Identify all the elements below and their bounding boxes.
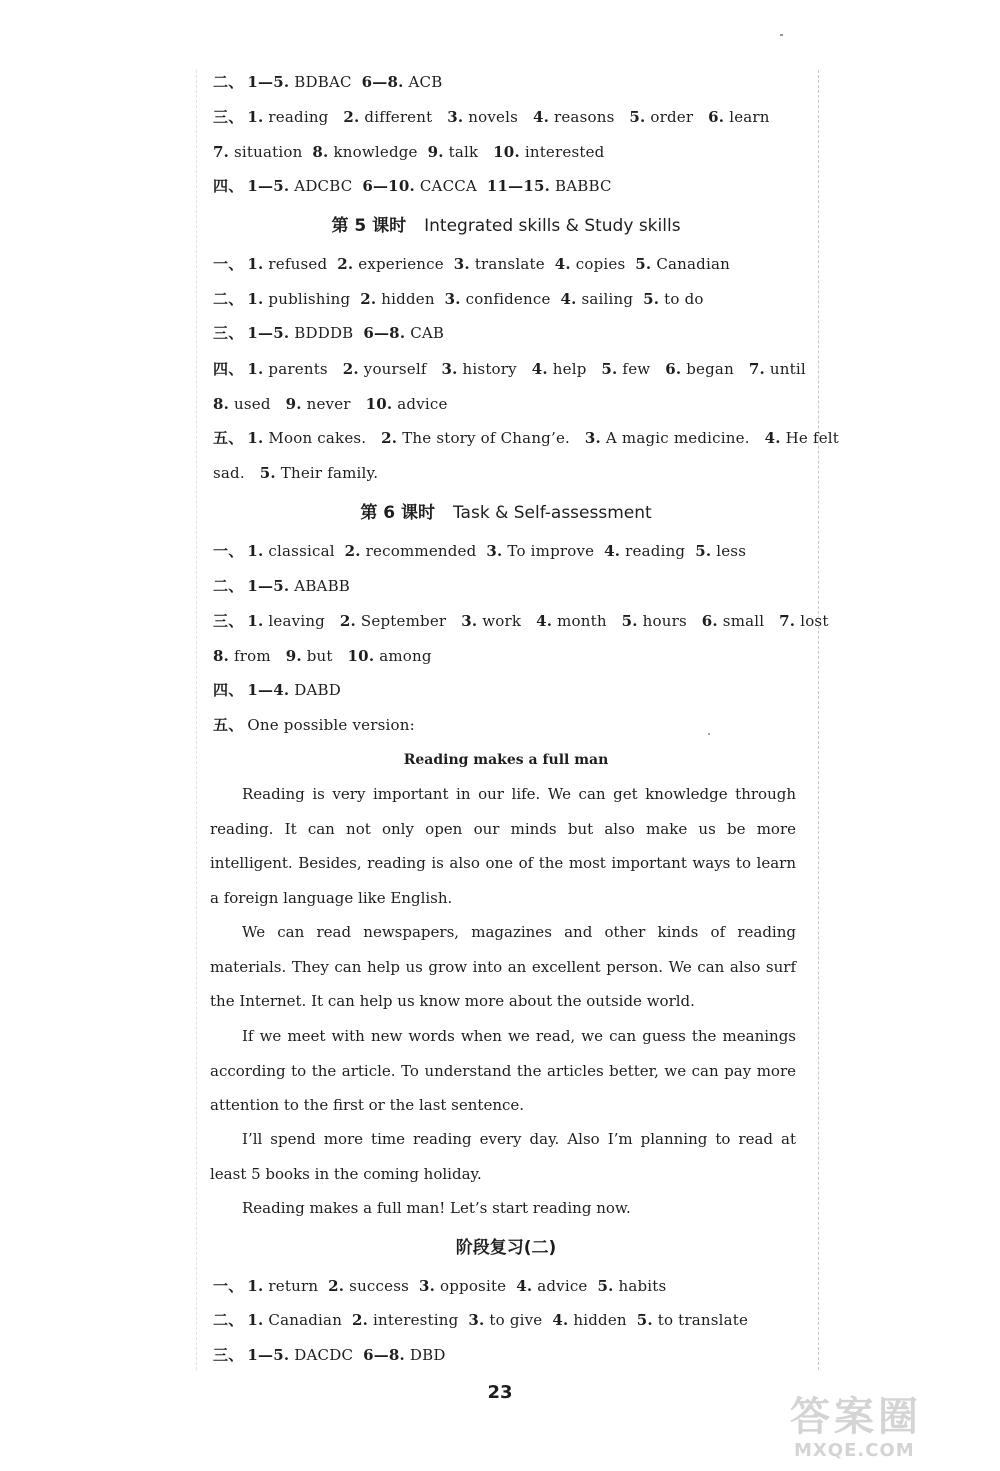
answer-text: to translate bbox=[652, 1311, 749, 1329]
item-number: 3. bbox=[468, 1311, 485, 1329]
item-number: 3. bbox=[418, 1277, 436, 1295]
answer-text: began bbox=[681, 360, 749, 378]
answer-line bbox=[213, 359, 806, 379]
answer-text: among bbox=[374, 647, 432, 665]
answer-text: interested bbox=[519, 143, 605, 161]
lesson-6-number: 第 6 课时 bbox=[360, 503, 435, 523]
section-marker: 二、 bbox=[213, 290, 244, 308]
item-number: 7. bbox=[779, 612, 796, 630]
answer-text: ACB bbox=[403, 73, 443, 91]
answer-text: to do bbox=[659, 290, 704, 308]
answer-text: September bbox=[355, 612, 462, 630]
answer-text: publishing bbox=[263, 290, 361, 308]
answer-text: reading bbox=[263, 108, 344, 126]
item-number: 11—15. bbox=[486, 177, 551, 195]
answer-text: ABABB bbox=[289, 577, 351, 595]
answer-text: Canadian bbox=[263, 1311, 352, 1329]
answer-text: few bbox=[617, 360, 666, 378]
item-number: 1. bbox=[247, 255, 264, 273]
watermark-logo bbox=[790, 1395, 1000, 1471]
item-number: 2. bbox=[328, 1277, 345, 1295]
answer-text: interesting bbox=[368, 1311, 469, 1329]
section-marker: 二、 bbox=[213, 73, 244, 91]
answer-text: opposite bbox=[435, 1277, 517, 1295]
answer-text: from bbox=[229, 647, 286, 665]
right-margin-rule bbox=[818, 70, 819, 1370]
stage-review-heading bbox=[213, 1236, 799, 1260]
lesson-5-heading bbox=[213, 214, 799, 238]
essay-paragraph: Reading makes a full man! Let’s start reading now. bbox=[242, 1199, 631, 1217]
item-number: 4. bbox=[764, 429, 781, 447]
item-number: 4. bbox=[516, 1277, 533, 1295]
answer-text: small bbox=[717, 612, 780, 630]
answer-text: ADCBC bbox=[289, 177, 363, 195]
answer-text: yourself bbox=[358, 360, 442, 378]
answer-text: CAB bbox=[405, 324, 445, 342]
item-number: 4. bbox=[536, 612, 553, 630]
answer-line bbox=[213, 646, 432, 666]
item-number: 1—4. bbox=[247, 681, 290, 699]
answer-line bbox=[213, 428, 839, 448]
answer-text: leaving bbox=[263, 612, 340, 630]
item-number: 1—5. bbox=[247, 73, 290, 91]
item-number: 7. bbox=[213, 143, 230, 161]
item-number: 3. bbox=[441, 360, 458, 378]
answer-text: never bbox=[301, 395, 366, 413]
item-number: 6—10. bbox=[362, 177, 415, 195]
item-number: 5. bbox=[601, 360, 618, 378]
item-number: 4. bbox=[554, 255, 571, 273]
item-number: 6—8. bbox=[361, 73, 404, 91]
answer-text: BDBAC bbox=[289, 73, 362, 91]
section-marker: 三、 bbox=[213, 612, 244, 630]
answer-text: BDDDB bbox=[289, 324, 364, 342]
item-number: 1. bbox=[247, 1277, 264, 1295]
answer-text: A magic medicine. bbox=[600, 429, 765, 447]
answer-text: sailing bbox=[576, 290, 644, 308]
answer-text: but bbox=[301, 647, 348, 665]
watermark-text: 答案圈 bbox=[790, 1394, 922, 1440]
answer-text: experience bbox=[353, 255, 454, 273]
essay-paragraph: I’ll spend more time reading every day. Also I’m planning to read at least 5 books in the coming holiday. bbox=[210, 1130, 796, 1183]
section-marker: 五、 bbox=[213, 429, 244, 447]
essay-paragraph: If we meet with new words when we read, we can guess the meanings according to the article. To understand the articles better, we can pay more attention to the first or the last sentence. bbox=[210, 1027, 796, 1115]
section-marker: 四、 bbox=[213, 681, 244, 699]
item-number: 1. bbox=[247, 542, 264, 560]
item-number: 4. bbox=[560, 290, 577, 308]
answer-text: DABD bbox=[289, 681, 341, 699]
stage-review-title: 阶段复习(二) bbox=[455, 1238, 557, 1258]
item-number: 1. bbox=[247, 290, 264, 308]
answer-text: to give bbox=[484, 1311, 553, 1329]
answer-text: Moon cakes. bbox=[263, 429, 382, 447]
answer-text: lost bbox=[795, 612, 829, 630]
answer-line bbox=[213, 394, 448, 414]
answer-text: knowledge bbox=[328, 143, 428, 161]
answer-text: reasons bbox=[549, 108, 630, 126]
answer-line bbox=[213, 463, 378, 483]
item-number: 4. bbox=[531, 360, 548, 378]
item-number: 5. bbox=[621, 612, 638, 630]
lesson-5-title: Integrated skills & Study skills bbox=[424, 216, 681, 236]
answer-text: refused bbox=[263, 255, 338, 273]
answer-text: recommended bbox=[360, 542, 487, 560]
item-number: 2. bbox=[344, 542, 361, 560]
answer-text: month bbox=[552, 612, 622, 630]
answer-text: different bbox=[359, 108, 448, 126]
section-marker: 四、 bbox=[213, 360, 244, 378]
item-number: 4. bbox=[552, 1311, 569, 1329]
item-number: 2. bbox=[352, 1311, 369, 1329]
answer-text: The story of Chang’e. bbox=[397, 429, 585, 447]
item-number: 5. bbox=[597, 1277, 614, 1295]
answer-text: hidden bbox=[376, 290, 445, 308]
item-number: 5. bbox=[636, 1311, 653, 1329]
item-number: 6—8. bbox=[363, 1346, 405, 1364]
answer-line bbox=[213, 107, 770, 127]
page-number: 23 bbox=[487, 1382, 513, 1403]
answer-line bbox=[213, 715, 415, 735]
answer-text: habits bbox=[613, 1277, 667, 1295]
essay-paragraph: Reading is very important in our life. We can get knowledge through reading. It can not only open our minds but also make us be more intelligent. Besides, reading is also one of the most important ways to learn a foreign language like English. bbox=[210, 785, 796, 907]
answer-text: sad. bbox=[213, 464, 260, 482]
item-number: 5. bbox=[695, 542, 712, 560]
section-marker: 二、 bbox=[213, 1311, 244, 1329]
answer-line bbox=[213, 142, 604, 162]
answer-line bbox=[213, 576, 350, 596]
item-number: 2. bbox=[381, 429, 398, 447]
item-number: 1—5. bbox=[247, 177, 290, 195]
answer-text: success bbox=[344, 1277, 419, 1295]
answer-text: work bbox=[477, 612, 537, 630]
item-number: 9. bbox=[285, 395, 302, 413]
answer-line bbox=[213, 1345, 446, 1365]
item-number: 10. bbox=[365, 395, 393, 413]
essay-title: Reading makes a full man bbox=[403, 752, 609, 768]
item-number: 5. bbox=[259, 464, 276, 482]
lesson-6-heading bbox=[213, 501, 799, 525]
item-number: 6. bbox=[665, 360, 682, 378]
item-number: 2. bbox=[339, 612, 356, 630]
answer-line bbox=[213, 323, 444, 343]
item-number: 5. bbox=[629, 108, 646, 126]
answer-text: until bbox=[764, 360, 806, 378]
item-number: 8. bbox=[312, 143, 329, 161]
answer-text: confidence bbox=[460, 290, 561, 308]
item-number: 3. bbox=[486, 542, 503, 560]
item-number: 2. bbox=[343, 108, 360, 126]
item-number: 3. bbox=[447, 108, 464, 126]
answer-text: To improve bbox=[502, 542, 605, 560]
section-marker: 三、 bbox=[213, 324, 244, 342]
answer-text: novels bbox=[463, 108, 533, 126]
item-number: 6. bbox=[708, 108, 725, 126]
answer-text: Their family. bbox=[275, 464, 379, 482]
item-number: 1. bbox=[247, 429, 264, 447]
watermark-url: MXQE.COM bbox=[794, 1440, 915, 1461]
item-number: 1—5. bbox=[247, 1346, 290, 1364]
answer-text: CACCA bbox=[414, 177, 487, 195]
item-number: 6—8. bbox=[363, 324, 406, 342]
section-marker: 三、 bbox=[213, 108, 244, 126]
answer-text: learn bbox=[724, 108, 770, 126]
lesson-5-number: 第 5 课时 bbox=[331, 216, 407, 236]
item-number: 1—5. bbox=[247, 324, 290, 342]
answer-text: DBD bbox=[404, 1346, 446, 1364]
item-number: 3. bbox=[444, 290, 461, 308]
lesson-6-title: Task & Self-assessment bbox=[452, 503, 652, 523]
item-number: 5. bbox=[635, 255, 652, 273]
answer-line bbox=[213, 254, 730, 274]
answer-text: classical bbox=[263, 542, 345, 560]
answer-text: talk bbox=[443, 143, 494, 161]
item-number: 8. bbox=[213, 395, 230, 413]
scan-mark bbox=[780, 34, 783, 36]
item-number: 4. bbox=[532, 108, 550, 126]
answer-text: hidden bbox=[568, 1311, 637, 1329]
answer-text: situation bbox=[229, 143, 313, 161]
section-marker: 五、 bbox=[213, 716, 244, 734]
item-number: 8. bbox=[213, 647, 230, 665]
item-number: 2. bbox=[337, 255, 354, 273]
answer-text: order bbox=[645, 108, 709, 126]
item-number: 3. bbox=[453, 255, 470, 273]
section-marker: 一、 bbox=[213, 542, 244, 560]
answer-line bbox=[213, 541, 746, 561]
item-number: 1. bbox=[247, 108, 264, 126]
answer-text: Canadian bbox=[651, 255, 730, 273]
answer-line bbox=[213, 289, 704, 309]
section-marker: 一、 bbox=[213, 255, 244, 273]
item-number: 7. bbox=[748, 360, 765, 378]
section-marker: 三、 bbox=[213, 1346, 244, 1364]
item-number: 3. bbox=[461, 612, 478, 630]
section-marker: 一、 bbox=[213, 1277, 244, 1295]
answer-text: hours bbox=[637, 612, 702, 630]
item-number: 3. bbox=[584, 429, 601, 447]
answer-line bbox=[213, 72, 442, 92]
answer-line bbox=[213, 176, 612, 196]
essay-paragraph: We can read newspapers, magazines and other kinds of reading materials. They can help us grow into an excellent person. We can also surf the Internet. It can help us know more about the outside world. bbox=[210, 923, 796, 1011]
item-number: 10. bbox=[347, 647, 375, 665]
left-margin-rule bbox=[196, 70, 197, 1370]
item-number: 1. bbox=[247, 360, 264, 378]
answer-text: history bbox=[457, 360, 532, 378]
answer-text: He felt bbox=[780, 429, 840, 447]
answer-text: BABBC bbox=[550, 177, 612, 195]
item-number: 5. bbox=[643, 290, 660, 308]
answer-text: help bbox=[547, 360, 602, 378]
item-number: 9. bbox=[285, 647, 302, 665]
item-number: 10. bbox=[493, 143, 520, 161]
answer-line bbox=[213, 1276, 666, 1296]
answer-line bbox=[213, 680, 341, 700]
answer-text: translate bbox=[469, 255, 555, 273]
answer-line bbox=[213, 1310, 748, 1330]
answer-text: One possible version: bbox=[247, 716, 415, 734]
answer-text: used bbox=[229, 395, 286, 413]
answer-text: copies bbox=[570, 255, 636, 273]
item-number: 2. bbox=[360, 290, 377, 308]
item-number: 4. bbox=[604, 542, 621, 560]
item-number: 1. bbox=[247, 1311, 264, 1329]
section-marker: 二、 bbox=[213, 577, 244, 595]
item-number: 6. bbox=[701, 612, 718, 630]
answer-line bbox=[213, 611, 829, 631]
answer-text: advice bbox=[392, 395, 448, 413]
answer-text: DACDC bbox=[289, 1346, 364, 1364]
answer-text: return bbox=[263, 1277, 329, 1295]
item-number: 1—5. bbox=[247, 577, 290, 595]
section-marker: 四、 bbox=[213, 177, 244, 195]
answer-text: parents bbox=[263, 360, 343, 378]
answer-text: advice bbox=[532, 1277, 598, 1295]
item-number: 9. bbox=[427, 143, 444, 161]
item-number: 1. bbox=[247, 612, 264, 630]
scan-mark bbox=[708, 733, 710, 735]
item-number: 2. bbox=[342, 360, 359, 378]
answer-text: reading bbox=[620, 542, 696, 560]
answer-text: less bbox=[711, 542, 747, 560]
